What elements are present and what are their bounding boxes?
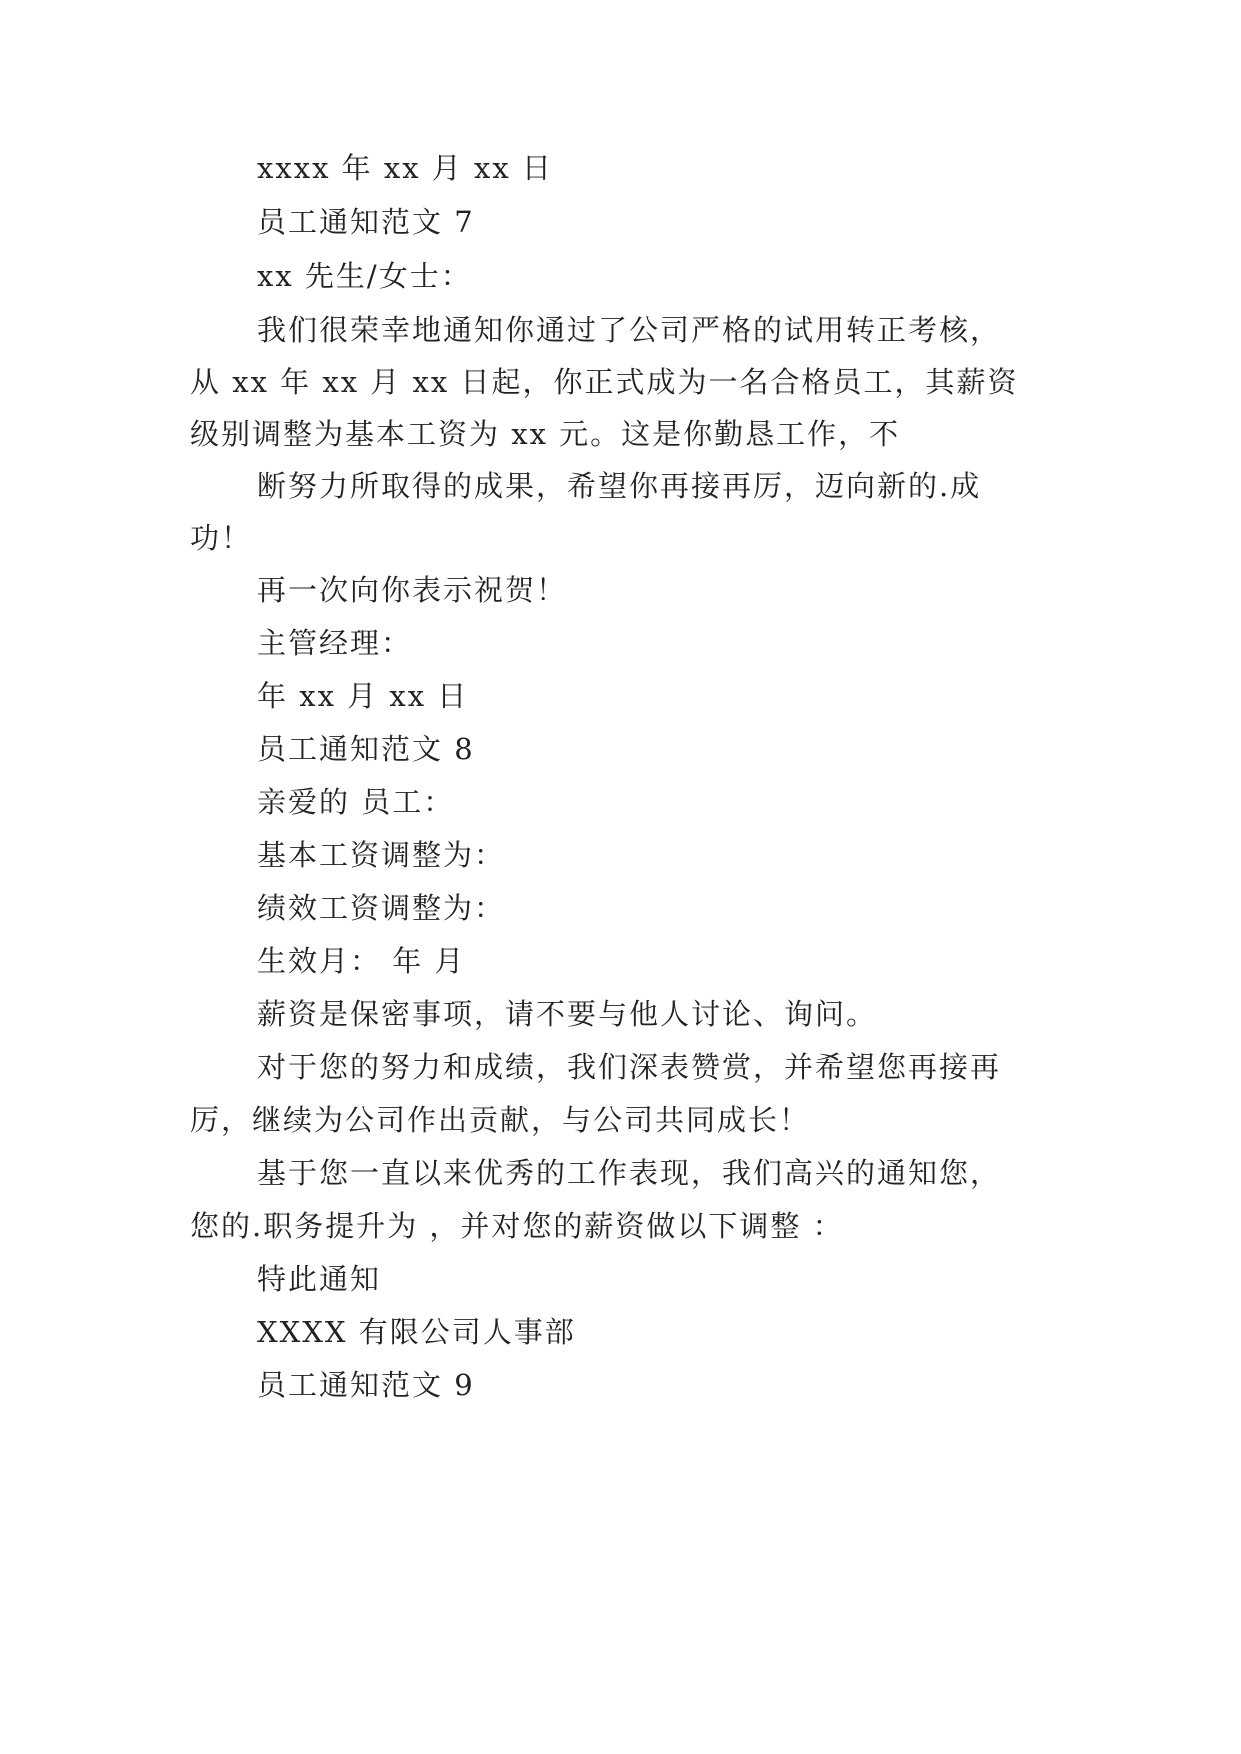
paragraph-line: 基于您一直以来优秀的工作表现，我们高兴的通知您， [257,1156,1002,1190]
section-title-9: 员工通知范文 9 [257,1368,475,1402]
paragraph-line: 断努力所取得的成果，希望你再接再厉，迈向新的.成 [257,469,982,503]
paragraph-line: 厉，继续为公司作出贡献，与公司共同成长！ [190,1103,811,1137]
paragraph-line: 从 xx 年 xx 月 xx 日起，你正式成为一名合格员工，其薪资 [190,365,1019,399]
date-line: xxxx 年 xx 月 xx 日 [257,151,553,185]
paragraph-line: 功！ [190,521,253,555]
congratulations-line: 再一次向你表示祝贺！ [257,573,568,607]
date-line: 年 xx 月 xx 日 [257,679,469,713]
paragraph-line: 对于您的努力和成绩，我们深表赞赏，并希望您再接再 [257,1050,1002,1084]
section-title-8: 员工通知范文 8 [257,732,475,766]
section-title-7: 员工通知范文 7 [257,205,475,239]
salutation: 亲爱的 员工： [257,785,455,819]
closing-line: 特此通知 [257,1262,382,1296]
company-department-line: XXXX 有限公司人事部 [257,1315,576,1349]
salary-adjustment-line: 基本工资调整为： [257,838,506,872]
signature-label: 主管经理： [257,626,413,660]
paragraph-line: 我们很荣幸地通知你通过了公司严格的试用转正考核， [257,313,1002,347]
salutation: xx 先生/女士： [257,259,472,293]
paragraph-line: 薪资是保密事项，请不要与他人讨论、询问。 [257,997,878,1031]
paragraph-line: 级别调整为基本工资为 xx 元。这是你勤恳工作，不 [190,417,901,451]
effective-month-line: 生效月： 年 月 [257,944,466,978]
salary-adjustment-line: 绩效工资调整为： [257,891,506,925]
paragraph-line: 您的.职务提升为 ，并对您的薪资做以下调整 ： [190,1209,844,1243]
